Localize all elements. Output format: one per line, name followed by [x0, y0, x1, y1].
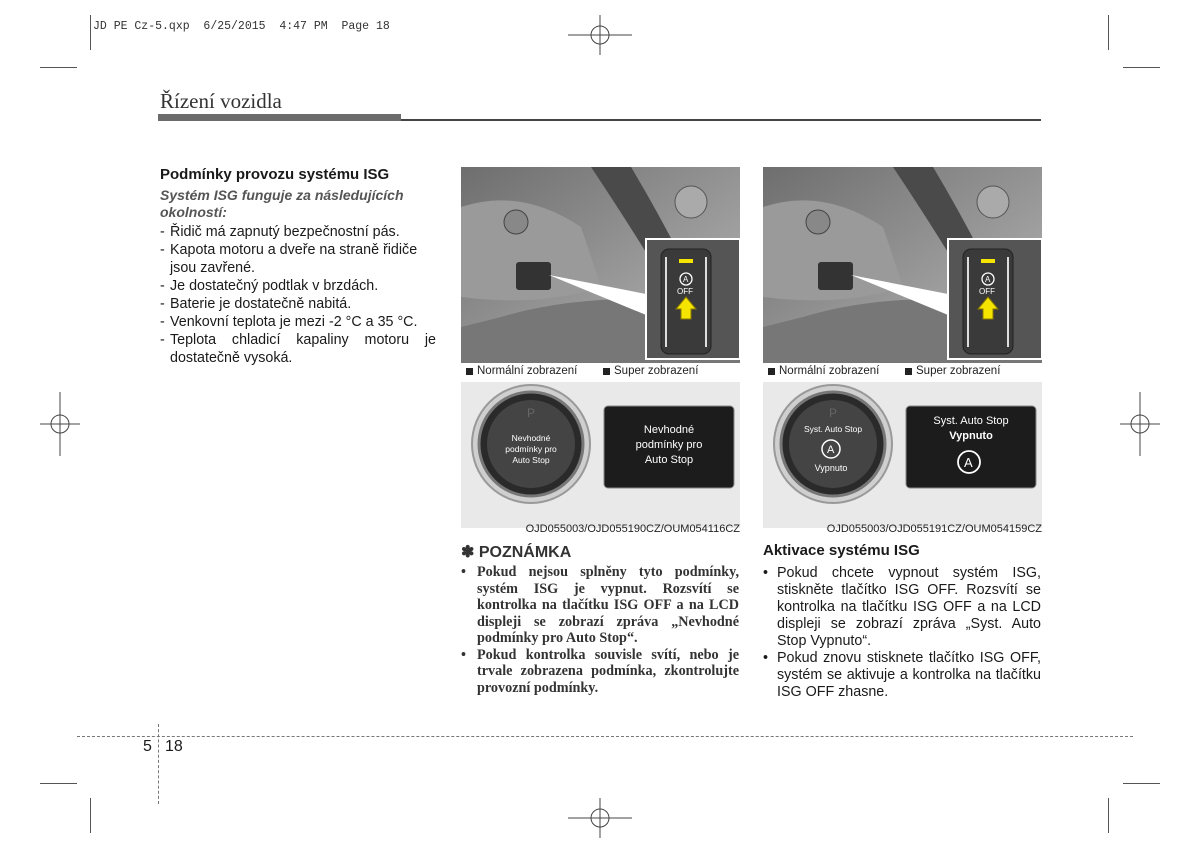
isg-button-photo-2	[763, 167, 1042, 363]
svg-text:A: A	[683, 275, 689, 284]
gauge-line: Auto Stop	[512, 455, 550, 465]
header-rule-thin	[401, 119, 1041, 121]
svg-text:A: A	[964, 455, 973, 470]
chapter-number: 5	[143, 738, 152, 755]
list-item: - Venkovní teplota je mezi -2 °C a 35 °C.	[160, 314, 418, 330]
list-item: - Je dostatečný podtlak v brzdách.	[160, 278, 379, 294]
caption-normal-2: Normální zobrazení	[768, 365, 879, 377]
lcd-line: podmínky pro	[635, 439, 703, 451]
svg-text:A: A	[985, 275, 991, 284]
display-panel	[461, 382, 740, 528]
caption-super-2: Super zobrazení	[905, 365, 1000, 377]
lcd-line: Auto Stop	[644, 454, 694, 466]
note-title: ✽ POZNÁMKA	[461, 544, 572, 561]
off-label: OFF	[677, 287, 693, 296]
conditions-heading: Podmínky provozu systému ISG	[160, 166, 390, 183]
caption-normal: Normální zobrazení	[466, 365, 577, 377]
list-item: • Pokud chcete vypnout systém ISG, stiskněte tlačítko ISG OFF. Rozsvítí se kontrolka na tlačítku ISG OFF a na LCD displeji se zobrazí zpráva „Syst. Auto Stop Vypnuto“.	[763, 565, 1041, 649]
figure-code: OJD055003/OJD055190CZ/OUM054116CZ	[525, 523, 740, 535]
print-slug: JD PE Cz-5.qxp 6/25/2015 4:47 PM Page 18	[93, 20, 390, 33]
list-item: - Kapota motoru a dveře na straně řidiče jsou zavřené.	[160, 242, 418, 276]
footer-divider	[158, 724, 159, 804]
svg-text:P: P	[527, 406, 536, 420]
activation-heading: Aktivace systému ISG	[763, 542, 920, 559]
list-item: - Řidič má zapnutý bezpečnostní pás.	[160, 224, 400, 240]
conditions-intro-line2: okolností:	[160, 204, 227, 220]
lcd-bottom: Vypnuto	[949, 430, 993, 442]
dashboard-illustration	[461, 167, 740, 363]
page-number: 18	[165, 738, 183, 755]
caption-super: Super zobrazení	[603, 365, 698, 377]
list-item: • Pokud znovu stisknete tlačítko ISG OFF, systém se aktivuje a kontrolka na tlačítku ISG OFF zhasne.	[763, 650, 1041, 700]
header-rule-thick	[158, 114, 401, 121]
list-item: - Baterie je dostatečně nabitá.	[160, 296, 352, 312]
section-title: Řízení vozidla	[160, 89, 282, 113]
isg-button-photo	[461, 167, 740, 363]
conditions-intro-line1: Systém ISG funguje za následujících	[160, 187, 404, 203]
gauge-top: Syst. Auto Stop	[803, 424, 863, 434]
activation-body	[763, 565, 1041, 701]
figure-code-2: OJD055003/OJD055191CZ/OUM054159CZ	[826, 523, 1042, 535]
display-panel-2	[763, 382, 1042, 528]
note-item: • Pokud nejsou splněny tyto podmínky, systém ISG je vypnut. Rozsvítí se kontrolka na tlačítku ISG OFF a na LCD displeji se zobrazí zpráva „Nevhodné podmínky pro Auto Stop“.	[461, 564, 739, 646]
note-item: • Pokud kontrolka souvisle svítí, nebo je trvale zobrazena podmínka, zkontrolujte provozní podmínky.	[461, 646, 739, 696]
conditions-section	[160, 166, 436, 367]
note-body	[461, 564, 739, 696]
off-label: OFF	[979, 287, 995, 296]
lcd-top: Syst. Auto Stop	[933, 415, 1009, 427]
svg-text:A: A	[827, 444, 835, 456]
gauge-line: podmínky pro	[505, 444, 557, 454]
svg-text:P: P	[829, 406, 838, 420]
footer-rule	[77, 736, 1133, 737]
gauge-line: Nevhodné	[511, 433, 551, 443]
dashboard-illustration	[763, 167, 1042, 363]
list-item: - Teplota chladicí kapaliny motoru je dostatečně vysoká.	[160, 332, 436, 366]
gauge-bottom: Vypnuto	[814, 463, 848, 473]
lcd-line: Nevhodné	[643, 424, 695, 436]
